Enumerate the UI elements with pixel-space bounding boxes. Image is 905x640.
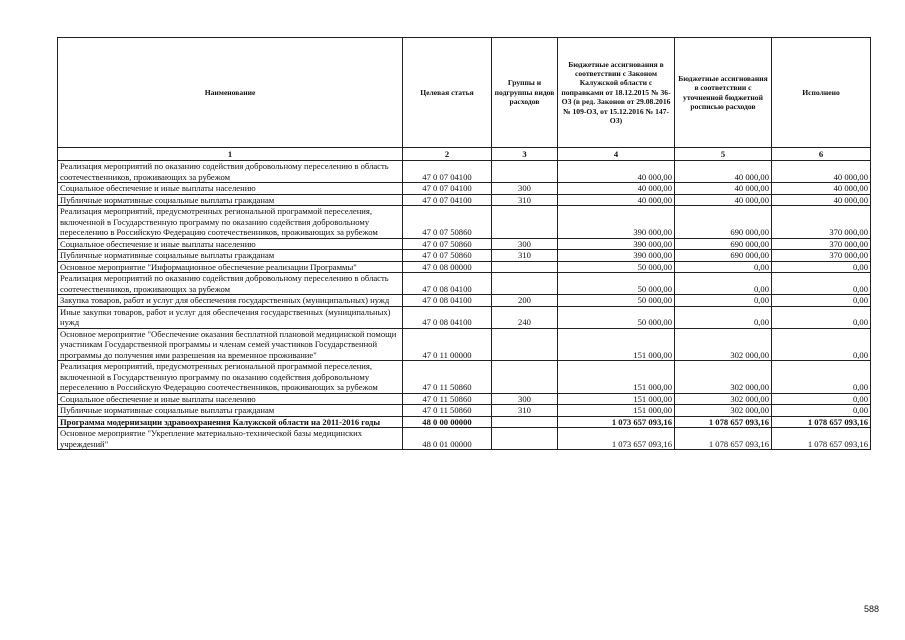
row-group bbox=[492, 273, 558, 295]
row-target-code: 47 0 11 50860 bbox=[403, 405, 492, 417]
row-executed-amount: 1 078 657 093,16 bbox=[772, 416, 871, 428]
row-executed-amount: 1 078 657 093,16 bbox=[772, 428, 871, 450]
row-name: Основное мероприятие "Укрепление материально-технической базы медицинских учреждений" bbox=[58, 428, 403, 450]
row-target-code: 47 0 07 04100 bbox=[403, 194, 492, 206]
row-group bbox=[492, 361, 558, 394]
row-refined-amount: 40 000,00 bbox=[675, 183, 772, 195]
row-name: Публичные нормативные социальные выплаты гражданам bbox=[58, 194, 403, 206]
row-law-amount: 390 000,00 bbox=[558, 238, 675, 250]
row-target-code: 47 0 11 00000 bbox=[403, 328, 492, 361]
row-executed-amount: 0,00 bbox=[772, 405, 871, 417]
row-executed-amount: 0,00 bbox=[772, 295, 871, 307]
table-row bbox=[58, 393, 871, 405]
table-row bbox=[58, 295, 871, 307]
row-group bbox=[492, 416, 558, 428]
row-executed-amount: 0,00 bbox=[772, 393, 871, 405]
row-refined-amount: 0,00 bbox=[675, 273, 772, 295]
row-group: 300 bbox=[492, 183, 558, 195]
row-law-amount: 151 000,00 bbox=[558, 328, 675, 361]
row-name: Реализация мероприятий, предусмотренных региональной программой переселения, включенной в Государственную программу по оказанию содействия добровольному переселению в Российскую Федерацию соотечественников, проживающих за рубежом bbox=[58, 361, 403, 394]
row-name: Реализация мероприятий, предусмотренных региональной программой переселения, включенной в Государственную программу по оказанию содействия добровольному переселению в Российскую Федерацию соотечественников, проживающих за рубежом bbox=[58, 206, 403, 239]
row-refined-amount: 690 000,00 bbox=[675, 250, 772, 262]
table-row bbox=[58, 183, 871, 195]
row-refined-amount: 302 000,00 bbox=[675, 393, 772, 405]
row-law-amount: 151 000,00 bbox=[558, 393, 675, 405]
row-executed-amount: 0,00 bbox=[772, 261, 871, 273]
table-row bbox=[58, 161, 871, 183]
row-target-code: 48 0 01 00000 bbox=[403, 428, 492, 450]
row-executed-amount: 370 000,00 bbox=[772, 238, 871, 250]
row-refined-amount: 0,00 bbox=[675, 306, 772, 328]
row-target-code: 47 0 07 04100 bbox=[403, 183, 492, 195]
row-executed-amount: 370 000,00 bbox=[772, 250, 871, 262]
row-law-amount: 151 000,00 bbox=[558, 361, 675, 394]
column-number: 6 bbox=[772, 148, 871, 161]
row-name: Социальное обеспечение и иные выплаты населению bbox=[58, 183, 403, 195]
row-target-code: 47 0 07 50860 bbox=[403, 206, 492, 239]
table-row bbox=[58, 238, 871, 250]
row-law-amount: 1 073 657 093,16 bbox=[558, 416, 675, 428]
row-law-amount: 50 000,00 bbox=[558, 261, 675, 273]
budget-table bbox=[57, 37, 871, 450]
row-name: Публичные нормативные социальные выплаты гражданам bbox=[58, 405, 403, 417]
row-name: Основное мероприятие "Обеспечение оказания бесплатной плановой медицинской помощи участникам Государственной программы и членам семей участников Государственной программы до получения ими разрешения на временное проживание" bbox=[58, 328, 403, 361]
table-row bbox=[58, 273, 871, 295]
row-law-amount: 40 000,00 bbox=[558, 161, 675, 183]
table-row bbox=[58, 306, 871, 328]
row-group bbox=[492, 161, 558, 183]
row-law-amount: 1 073 657 093,16 bbox=[558, 428, 675, 450]
row-name: Публичные нормативные социальные выплаты гражданам bbox=[58, 250, 403, 262]
column-number: 2 bbox=[403, 148, 492, 161]
row-name: Реализация мероприятий по оказанию содействия добровольному переселению в область соотечественников, проживающих за рубежом bbox=[58, 161, 403, 183]
row-law-amount: 50 000,00 bbox=[558, 295, 675, 307]
row-executed-amount: 40 000,00 bbox=[772, 194, 871, 206]
row-executed-amount: 0,00 bbox=[772, 273, 871, 295]
row-refined-amount: 0,00 bbox=[675, 295, 772, 307]
row-target-code: 47 0 08 04100 bbox=[403, 295, 492, 307]
row-name: Программа модернизации здравоохранения Калужской области на 2011-2016 годы bbox=[58, 416, 403, 428]
row-name: Основное мероприятие "Информационное обеспечение реализации Программы" bbox=[58, 261, 403, 273]
column-number: 3 bbox=[492, 148, 558, 161]
row-refined-amount: 302 000,00 bbox=[675, 328, 772, 361]
row-group: 310 bbox=[492, 194, 558, 206]
column-number: 4 bbox=[558, 148, 675, 161]
row-target-code: 47 0 08 00000 bbox=[403, 261, 492, 273]
page-number: 588 bbox=[863, 604, 879, 614]
row-law-amount: 50 000,00 bbox=[558, 306, 675, 328]
header-refined: Бюджетные ассигнования в соответствии с уточненной бюджетной росписью расходов bbox=[675, 38, 772, 148]
table-row bbox=[58, 261, 871, 273]
row-target-code: 47 0 07 50860 bbox=[403, 250, 492, 262]
row-refined-amount: 1 078 657 093,16 bbox=[675, 416, 772, 428]
row-refined-amount: 302 000,00 bbox=[675, 361, 772, 394]
row-executed-amount: 370 000,00 bbox=[772, 206, 871, 239]
row-target-code: 47 0 08 04100 bbox=[403, 306, 492, 328]
header-groups: Группы и подгруппы видов расходов bbox=[492, 38, 558, 148]
header-name: Наименование bbox=[58, 38, 403, 148]
table-row bbox=[58, 428, 871, 450]
row-refined-amount: 1 078 657 093,16 bbox=[675, 428, 772, 450]
row-name: Реализация мероприятий по оказанию содействия добровольному переселению в область соотечественников, проживающих за рубежом bbox=[58, 273, 403, 295]
table-row bbox=[58, 206, 871, 239]
row-law-amount: 50 000,00 bbox=[558, 273, 675, 295]
row-executed-amount: 40 000,00 bbox=[772, 183, 871, 195]
header-law: Бюджетные ассигнования в соответствии с Законом Калужской области с поправками от 18.12.2015 № 36-ОЗ (в ред. Законов от 29.08.2016 № 109-ОЗ, от 15.12.2016 № 147-ОЗ) bbox=[558, 38, 675, 148]
row-target-code: 48 0 00 00000 bbox=[403, 416, 492, 428]
row-executed-amount: 0,00 bbox=[772, 328, 871, 361]
table-row bbox=[58, 361, 871, 394]
row-law-amount: 390 000,00 bbox=[558, 250, 675, 262]
row-group bbox=[492, 428, 558, 450]
row-group: 200 bbox=[492, 295, 558, 307]
row-target-code: 47 0 11 50860 bbox=[403, 361, 492, 394]
table-row bbox=[58, 328, 871, 361]
row-refined-amount: 40 000,00 bbox=[675, 161, 772, 183]
row-group: 300 bbox=[492, 238, 558, 250]
row-target-code: 47 0 07 50860 bbox=[403, 238, 492, 250]
row-group: 240 bbox=[492, 306, 558, 328]
row-target-code: 47 0 11 50860 bbox=[403, 393, 492, 405]
header-executed: Исполнено bbox=[772, 38, 871, 148]
row-group bbox=[492, 206, 558, 239]
row-name: Социальное обеспечение и иные выплаты населению bbox=[58, 393, 403, 405]
row-refined-amount: 40 000,00 bbox=[675, 194, 772, 206]
row-group: 300 bbox=[492, 393, 558, 405]
row-law-amount: 40 000,00 bbox=[558, 183, 675, 195]
row-law-amount: 40 000,00 bbox=[558, 194, 675, 206]
table-body bbox=[58, 161, 871, 450]
table-row bbox=[58, 416, 871, 428]
header-row bbox=[58, 38, 871, 148]
row-executed-amount: 40 000,00 bbox=[772, 161, 871, 183]
row-law-amount: 151 000,00 bbox=[558, 405, 675, 417]
row-group: 310 bbox=[492, 250, 558, 262]
row-refined-amount: 690 000,00 bbox=[675, 206, 772, 239]
row-refined-amount: 690 000,00 bbox=[675, 238, 772, 250]
row-law-amount: 390 000,00 bbox=[558, 206, 675, 239]
row-target-code: 47 0 08 04100 bbox=[403, 273, 492, 295]
row-name: Иные закупки товаров, работ и услуг для обеспечения государственных (муниципальных) нужд bbox=[58, 306, 403, 328]
row-group bbox=[492, 328, 558, 361]
row-name: Социальное обеспечение и иные выплаты населению bbox=[58, 238, 403, 250]
table-row bbox=[58, 405, 871, 417]
row-target-code: 47 0 07 04100 bbox=[403, 161, 492, 183]
column-number: 5 bbox=[675, 148, 772, 161]
row-executed-amount: 0,00 bbox=[772, 361, 871, 394]
column-number-row bbox=[58, 148, 871, 161]
row-name: Закупка товаров, работ и услуг для обеспечения государственных (муниципальных) нужд bbox=[58, 295, 403, 307]
table-row bbox=[58, 194, 871, 206]
row-refined-amount: 0,00 bbox=[675, 261, 772, 273]
table-row bbox=[58, 250, 871, 262]
column-number: 1 bbox=[58, 148, 403, 161]
row-group: 310 bbox=[492, 405, 558, 417]
row-group bbox=[492, 261, 558, 273]
row-refined-amount: 302 000,00 bbox=[675, 405, 772, 417]
header-target: Целевая статья bbox=[403, 38, 492, 148]
row-executed-amount: 0,00 bbox=[772, 306, 871, 328]
